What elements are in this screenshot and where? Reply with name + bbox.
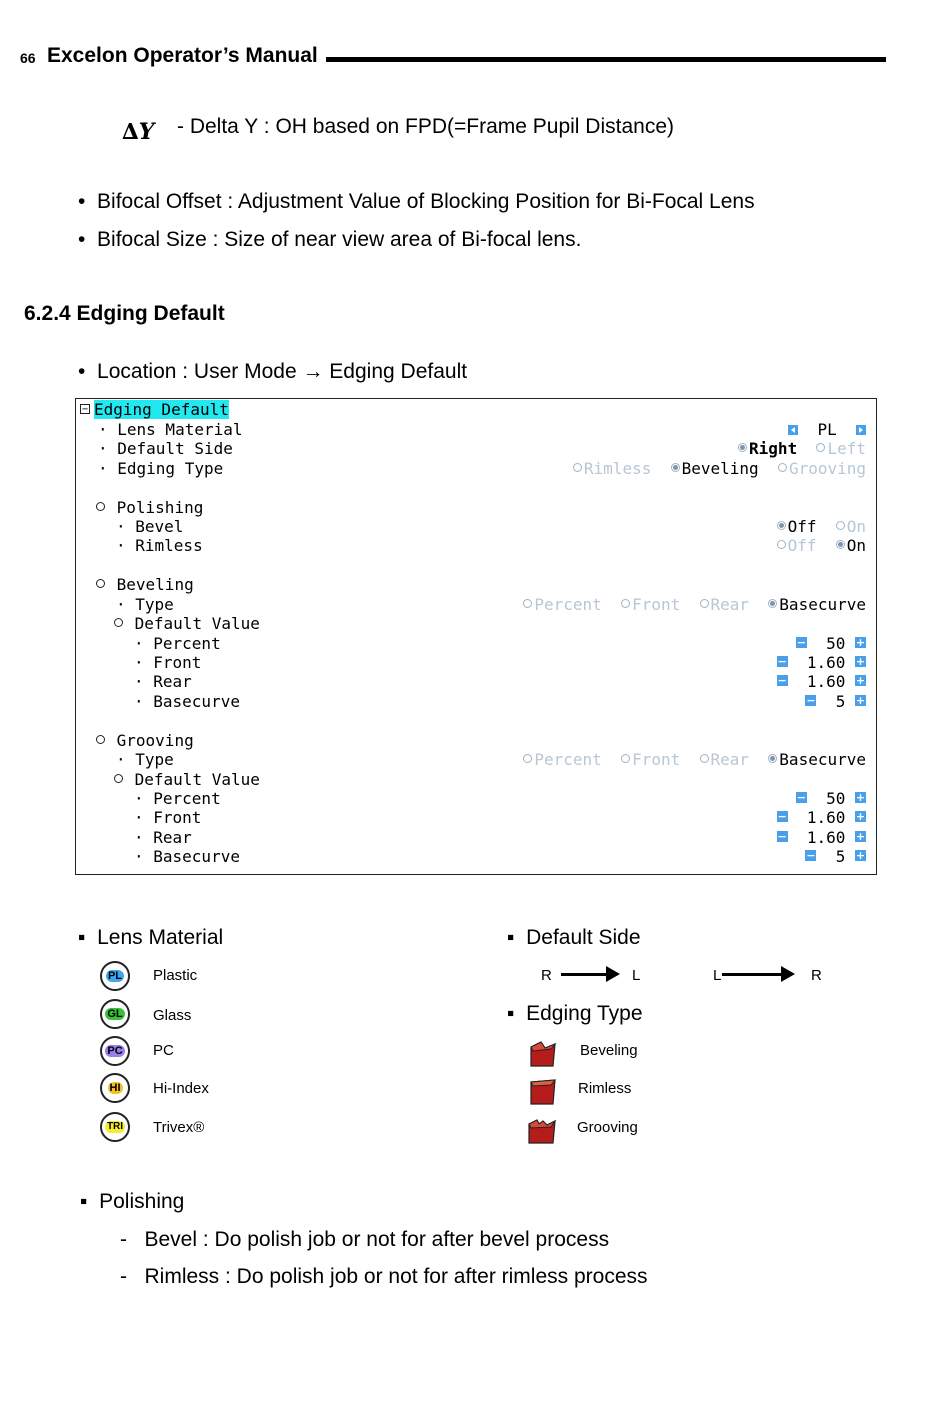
polish-rimless-radios: [777, 536, 866, 555]
location-bullet: • Location : User Mode → Edging Default: [78, 360, 468, 383]
page-number: 66: [20, 50, 36, 66]
radio-label: Front: [632, 750, 681, 769]
field-label: Front: [153, 808, 202, 827]
default-side-label: Default Side: [117, 439, 233, 458]
plus-icon[interactable]: +: [855, 791, 866, 804]
field-label: Front: [153, 653, 202, 672]
radio-rear[interactable]: [700, 595, 750, 614]
stepper-value: 1.60: [806, 653, 846, 672]
legend-title: Polishing: [99, 1190, 185, 1213]
radio-on[interactable]: [836, 517, 866, 536]
manual-title: Excelon Operator’s Manual: [47, 44, 318, 67]
polishing-note: - Bevel : Do polish job or not for after bevel process: [120, 1228, 610, 1251]
radio-label: Percent: [534, 750, 602, 769]
radio-on[interactable]: [836, 536, 866, 555]
bullet-bifocal-size: • Bifocal Size : Size of near view area of Bi-focal lens.: [78, 228, 582, 251]
radio-selected-icon: [836, 540, 845, 549]
delta-y-symbol: ∆Y: [122, 119, 155, 145]
legend-title: Lens Material: [97, 926, 224, 949]
radio-rear[interactable]: [700, 750, 750, 769]
radio-label: Percent: [534, 595, 602, 614]
minus-icon[interactable]: −: [777, 830, 787, 843]
arrowhead-icon: [781, 966, 795, 982]
radio-icon: [621, 599, 630, 608]
location-text: Location : User Mode → Edging Default: [97, 360, 468, 383]
radio-label: Basecurve: [779, 750, 866, 769]
material-name: Trivex®: [153, 1119, 205, 1136]
radio-beveling[interactable]: [671, 459, 759, 478]
edging-type-name: Beveling: [580, 1042, 638, 1059]
field-label: Rear: [153, 672, 192, 691]
default-side-radios: [738, 439, 866, 458]
circle-icon: [114, 774, 123, 783]
prev-arrow-icon[interactable]: [788, 425, 798, 435]
next-arrow-icon[interactable]: [856, 425, 866, 435]
grv-rear-row: · Rear: [134, 828, 192, 847]
grv-rear-stepper: [777, 828, 866, 847]
radio-selected-icon: [671, 463, 680, 472]
header-rule: [326, 57, 886, 62]
lens-material-row: · Lens Material: [98, 420, 243, 439]
collapse-icon[interactable]: −: [81, 403, 89, 415]
bev-percent-stepper: [796, 634, 866, 653]
bev-rear-row: · Rear: [134, 672, 192, 691]
radio-front[interactable]: [621, 750, 680, 769]
minus-icon[interactable]: −: [777, 674, 787, 687]
stepper-value: 1.60: [806, 828, 846, 847]
radio-label: Rimless: [583, 459, 652, 478]
radio-label: Rear: [710, 595, 750, 614]
radio-label: On: [846, 517, 866, 536]
field-label: Rear: [153, 828, 192, 847]
badge-code: PL: [107, 970, 123, 982]
beveling-heading: [96, 575, 194, 594]
radio-label: Right: [749, 439, 798, 458]
field-label: Basecurve: [153, 847, 240, 866]
radio-grooving[interactable]: [778, 459, 866, 478]
arrow-right-icon: [561, 973, 609, 976]
minus-icon[interactable]: −: [777, 810, 787, 823]
grooving-default-value-row: [114, 770, 260, 789]
bullet-text: Bifocal Offset : Adjustment Value of Blocking Position for Bi-Focal Lens: [97, 190, 755, 213]
radio-selected-icon: [768, 754, 777, 763]
rimless-icon: [527, 1076, 559, 1108]
grv-percent-row: · Percent: [134, 789, 221, 808]
stepper-value: 1.60: [806, 808, 846, 827]
material-name: PC: [153, 1042, 174, 1059]
field-label: Percent: [153, 789, 221, 808]
radio-icon: [700, 754, 709, 763]
grv-basecurve-stepper: [805, 847, 866, 866]
stepper-value: 50: [826, 634, 846, 653]
radio-basecurve[interactable]: [768, 595, 866, 614]
section-title: 6.2.4 Edging Default: [24, 302, 225, 325]
grooving-icon: [525, 1115, 559, 1147]
polish-rimless-row: · Rimless: [116, 536, 203, 555]
circle-icon: [96, 579, 105, 588]
grv-front-stepper: [777, 808, 866, 827]
grv-percent-stepper: [796, 789, 866, 808]
radio-label: Grooving: [788, 459, 866, 478]
polish-bevel-radios: [777, 517, 866, 536]
radio-rimless[interactable]: [573, 459, 651, 478]
circle-icon: [96, 502, 105, 511]
radio-off[interactable]: [777, 536, 817, 555]
radio-icon: [700, 599, 709, 608]
edging-type-row: · Edging Type: [98, 459, 224, 478]
stepper-value: 1.60: [806, 672, 846, 691]
beveling-icon: [527, 1038, 559, 1070]
grv-basecurve-row: · Basecurve: [134, 847, 240, 866]
delta-y-text: - Delta Y : OH based on FPD(=Frame Pupil Distance): [177, 115, 675, 138]
legend-title: Edging Type: [526, 1002, 643, 1025]
stepper-value: 5: [835, 692, 846, 711]
radio-front[interactable]: [621, 595, 680, 614]
badge-code: GL: [107, 1008, 123, 1020]
minus-icon[interactable]: −: [796, 636, 806, 649]
legend-title: Default Side: [526, 926, 641, 949]
radio-label: Left: [827, 439, 866, 458]
minus-icon[interactable]: −: [806, 849, 816, 862]
radio-icon: [777, 540, 786, 549]
plus-icon[interactable]: +: [855, 849, 866, 862]
radio-label: Off: [787, 536, 817, 555]
badge-code: HI: [109, 1082, 121, 1094]
material-name: Hi-Index: [153, 1080, 209, 1097]
trivex-badge-icon: [100, 1112, 130, 1142]
glass-badge-icon: [100, 999, 130, 1029]
grooving-label: Grooving: [116, 731, 194, 750]
arrowhead-icon: [606, 966, 620, 982]
minus-icon[interactable]: −: [777, 655, 787, 668]
panel-title-row: [80, 400, 229, 419]
plus-icon[interactable]: +: [855, 694, 866, 707]
grooving-type-row: · Type: [116, 750, 174, 769]
radio-right[interactable]: [738, 439, 797, 458]
edging-type-name: Rimless: [578, 1080, 632, 1097]
stepper-value: 5: [835, 847, 846, 866]
lens-material-selector: [788, 420, 866, 439]
radio-icon: [621, 754, 630, 763]
plus-icon[interactable]: +: [855, 830, 866, 843]
field-label: Percent: [153, 634, 221, 653]
beveling-default-value-row: [114, 614, 260, 633]
radio-icon: [778, 463, 787, 472]
polish-bevel-label: Bevel: [135, 517, 184, 536]
bev-basecurve-stepper: [805, 692, 866, 711]
circle-icon: [114, 618, 123, 627]
bev-basecurve-row: · Basecurve: [134, 692, 240, 711]
type-label: Type: [135, 750, 174, 769]
beveling-type-radios: [523, 595, 866, 614]
bev-front-stepper: [777, 653, 866, 672]
radio-icon: [836, 521, 845, 530]
hi-index-badge-icon: [100, 1073, 130, 1103]
grooving-heading: [96, 731, 194, 750]
circle-icon: [96, 735, 105, 744]
radio-icon: [523, 754, 532, 763]
arrow-right-icon: [722, 973, 784, 976]
radio-label: Basecurve: [779, 595, 866, 614]
side-letter: R: [541, 967, 552, 984]
edging-type-legend-title: ▪ Edging Type: [507, 1002, 643, 1025]
note-text: Bevel : Do polish job or not for after bevel process: [144, 1228, 610, 1251]
plus-icon[interactable]: +: [855, 674, 866, 687]
polish-rimless-label: Rimless: [135, 536, 203, 555]
default-side-legend-title: ▪ Default Side: [507, 926, 641, 949]
type-label: Type: [135, 595, 174, 614]
radio-percent[interactable]: [523, 750, 601, 769]
grooving-type-radios: [523, 750, 866, 769]
radio-icon: [523, 599, 532, 608]
polishing-legend-title: ▪ Polishing: [80, 1190, 185, 1213]
lens-material-label: Lens Material: [117, 420, 243, 439]
radio-label: On: [846, 536, 866, 555]
edging-type-radios: [573, 459, 866, 478]
material-name: Plastic: [153, 967, 198, 984]
edging-default-panel: [75, 398, 877, 875]
bev-percent-row: · Percent: [134, 634, 221, 653]
radio-icon: [816, 443, 825, 452]
default-value-label: Default Value: [134, 770, 260, 789]
lens-material-value: PL: [817, 420, 837, 439]
side-letter: L: [632, 967, 641, 984]
field-label: Basecurve: [153, 692, 240, 711]
radio-selected-icon: [768, 599, 777, 608]
radio-selected-icon: [777, 521, 786, 530]
radio-label: Front: [632, 595, 681, 614]
edging-type-name: Grooving: [577, 1119, 638, 1136]
minus-icon[interactable]: −: [796, 791, 806, 804]
plastic-badge-icon: [100, 961, 130, 991]
default-side-row: · Default Side: [98, 439, 233, 458]
badge-code: PC: [107, 1045, 123, 1057]
default-value-label: Default Value: [134, 614, 260, 633]
polish-bevel-row: · Bevel: [116, 517, 184, 536]
radio-percent[interactable]: [523, 595, 601, 614]
bullet-text: Bifocal Size : Size of near view area of Bi-focal lens.: [97, 228, 582, 251]
radio-off[interactable]: [777, 517, 817, 536]
lens-material-legend-title: ▪ Lens Material: [78, 926, 224, 949]
radio-selected-icon: [738, 443, 747, 452]
radio-icon: [573, 463, 582, 472]
radio-label: Beveling: [681, 459, 759, 478]
pc-badge-icon: [100, 1036, 130, 1066]
polishing-note: - Rimless : Do polish job or not for after rimless process: [120, 1265, 648, 1288]
stepper-value: 50: [826, 789, 846, 808]
radio-left[interactable]: [816, 439, 866, 458]
radio-basecurve[interactable]: [768, 750, 866, 769]
plus-icon[interactable]: +: [855, 655, 866, 668]
polishing-heading: [96, 498, 203, 517]
side-letter: R: [811, 967, 822, 984]
material-name: Glass: [153, 1007, 192, 1024]
edging-type-label: Edging Type: [117, 459, 224, 478]
beveling-type-row: · Type: [116, 595, 174, 614]
beveling-label: Beveling: [116, 575, 194, 594]
plus-icon[interactable]: +: [855, 810, 866, 823]
radio-label: Off: [787, 517, 817, 536]
bev-rear-stepper: [777, 672, 866, 691]
bullet-bifocal-offset: • Bifocal Offset : Adjustment Value of Blocking Position for Bi-Focal Lens: [78, 190, 755, 213]
polishing-label: Polishing: [116, 498, 204, 517]
plus-icon[interactable]: +: [855, 636, 866, 649]
side-letter: L: [713, 967, 722, 984]
note-text: Rimless : Do polish job or not for after rimless process: [144, 1265, 648, 1288]
minus-icon[interactable]: −: [806, 694, 816, 707]
grv-front-row: · Front: [134, 808, 202, 827]
bev-front-row: · Front: [134, 653, 202, 672]
badge-code: TRI: [106, 1121, 124, 1132]
radio-label: Rear: [710, 750, 750, 769]
panel-title: Edging Default: [94, 400, 229, 419]
